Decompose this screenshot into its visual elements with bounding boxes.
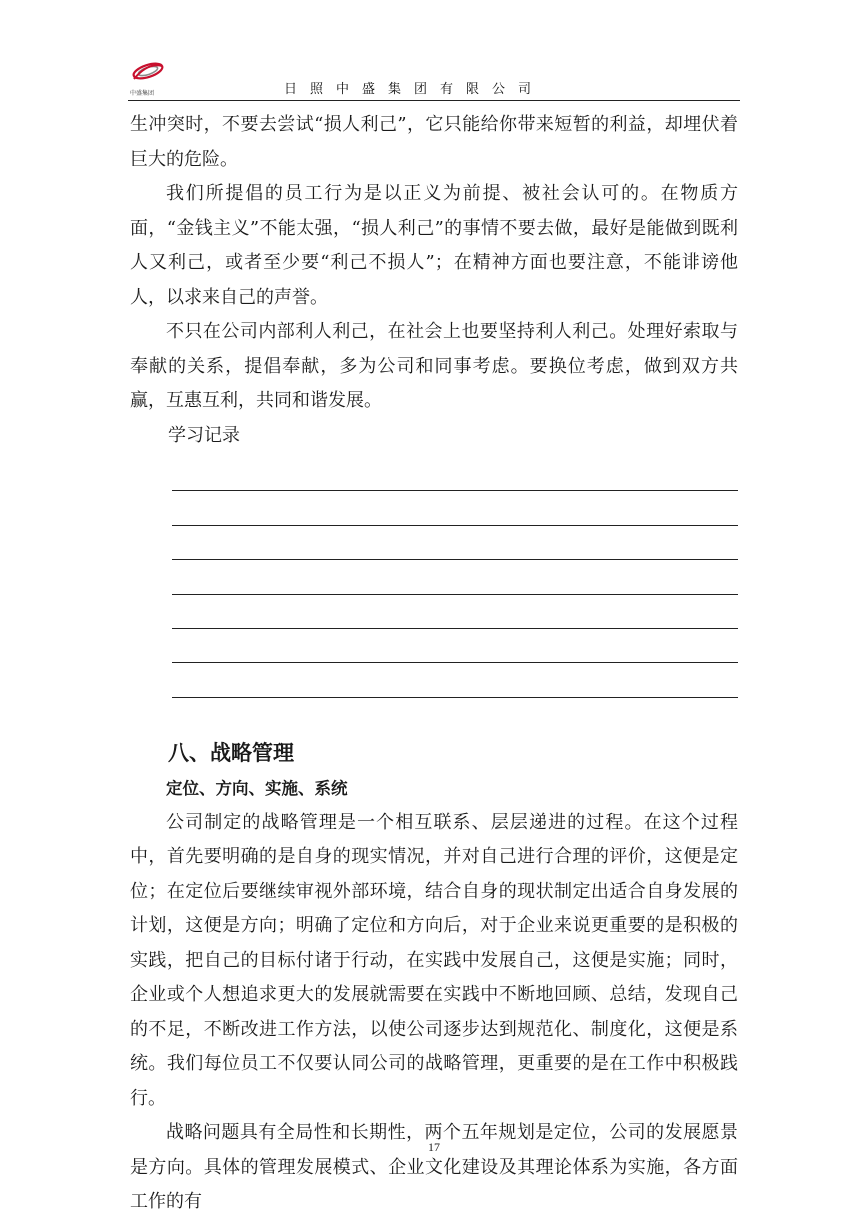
- writing-line: [172, 629, 738, 663]
- paragraph: 不只在公司内部利人利己，在社会上也要坚持利人利己。处理好索取与奉献的关系，提倡奉献，多为公司和同事考虑。要换位考虑，做到双方共赢，互惠互利，共同和谐发展。: [130, 321, 738, 411]
- writing-line: [172, 560, 738, 594]
- paragraph: 战略问题具有全局性和长期性，两个五年规划是定位，公司的发展愿景是方向。具体的管理发展模式、企业文化建设及其理论体系为实施，各方面工作的有: [130, 1122, 738, 1213]
- company-logo: [128, 58, 168, 98]
- paragraph: 我们所提倡的员工行为是以正义为前提、被社会认可的。在物质方面，“金钱主义”不能太强，“损人利己”的事情不要去做，最好是能做到既利人又利己，或者至少要“利己不损人”；在精神方面也要注意，不能诽谤他人，以求来自己的声誉。: [130, 183, 738, 308]
- logo-text: 中盛集团: [130, 90, 155, 97]
- paragraph: 公司制定的战略管理是一个相互联系、层层递进的过程。在这个过程中，首先要明确的是自身的现实情况，并对自己进行合理的评价，这便是定位；在定位后要继续审视外部环境，结合自身的现状制定出适合自身发展的计划，这便是方向；明确了定位和方向后，对于企业来说更重要的是积极的实践，把自己的目标付诸于行动，在实践中发展自己，这便是实施；同时，企业或个人想追求更大的发展就需要在实践中不断地回顾、总结，发现自己的不足，不断改进工作方法，以使公司逐步达到规范化、制度化，这便是系统。我们每位员工不仅要认同公司的战略管理，更重要的是在工作中积极践行。: [130, 811, 738, 1109]
- section-subtitle: 定位、方向、实施、系统: [166, 778, 348, 798]
- study-record-label: 学习记录: [168, 424, 240, 446]
- writing-line: [172, 595, 738, 629]
- page-header: [128, 58, 740, 101]
- paragraph: 生冲突时，不要去尝试“损人利己”，它只能给你带来短暂的利益，却埋伏着巨大的危险。: [130, 114, 738, 170]
- writing-line: [172, 526, 738, 560]
- company-name: 日照中盛集团有限公司: [284, 82, 545, 97]
- writing-line: [172, 491, 738, 525]
- section-title: 八、战略管理: [168, 740, 294, 765]
- writing-line: [172, 663, 738, 697]
- page-body: [130, 108, 738, 1220]
- study-record-lines: [172, 457, 738, 698]
- page-number: 17: [428, 1140, 440, 1154]
- writing-line: [172, 457, 738, 491]
